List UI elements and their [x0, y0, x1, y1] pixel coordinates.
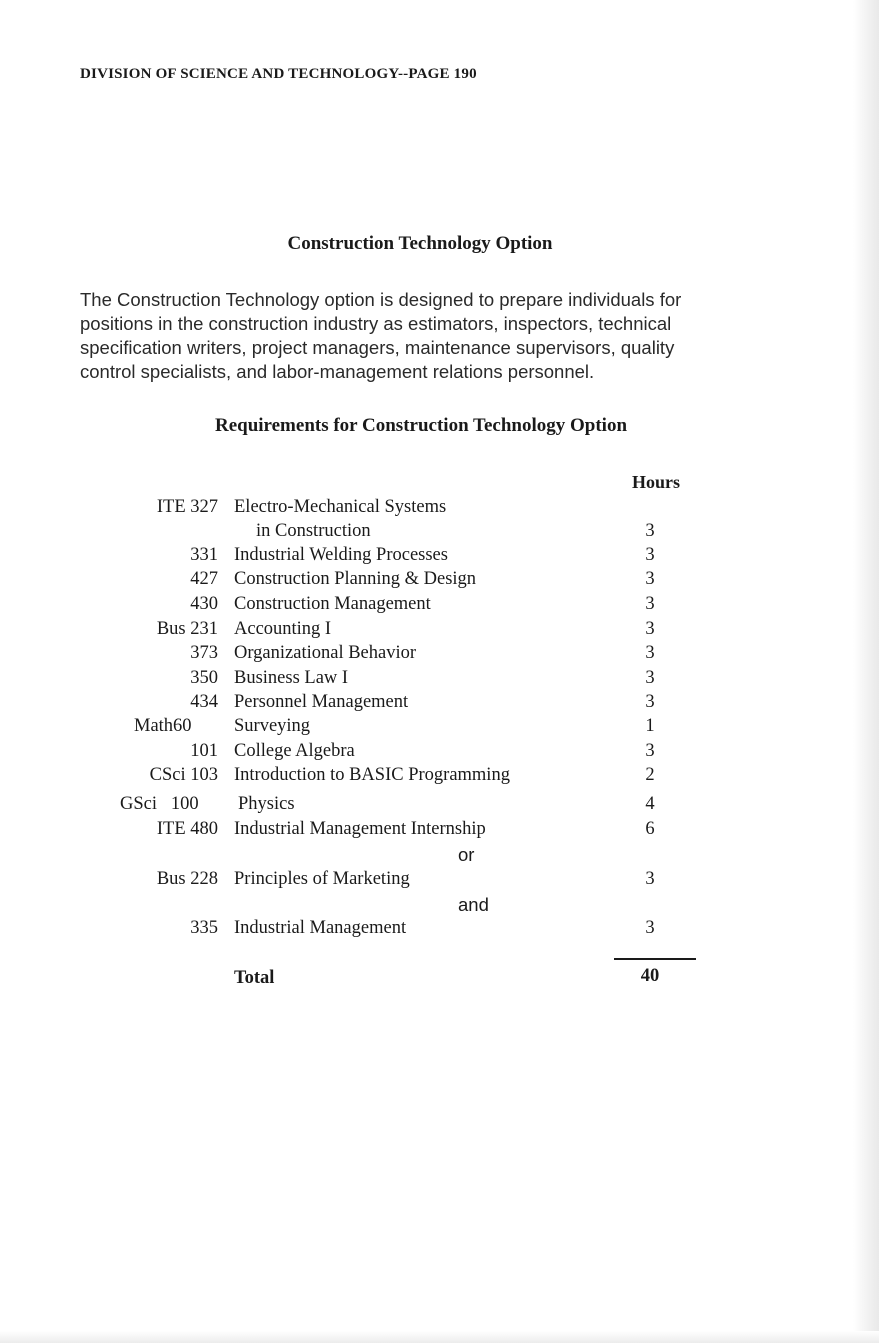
course-hours: 1 — [645, 716, 655, 736]
page-edge-shadow — [853, 0, 879, 1343]
course-title: Construction Management — [234, 594, 431, 614]
course-hours: 3 — [645, 918, 655, 938]
running-head: DIVISION OF SCIENCE AND TECHNOLOGY--PAGE 190 — [80, 66, 477, 82]
course-code: 101 — [190, 741, 218, 761]
course-title: Organizational Behavior — [234, 643, 417, 663]
description-paragraph — [80, 288, 765, 384]
course-hours: 3 — [645, 545, 655, 565]
course-code: Math60 — [134, 716, 192, 736]
paragraph-line: The Construction Technology option is designed to prepare individuals for — [80, 289, 682, 310]
course-title: Personnel Management — [234, 692, 409, 712]
course-title: in Construction — [256, 521, 371, 541]
course-hours: 3 — [645, 619, 655, 639]
course-hours: 3 — [645, 741, 655, 761]
course-code: 350 — [190, 668, 218, 688]
total-rule — [614, 958, 696, 960]
section-title: Construction Technology Option — [287, 233, 553, 254]
course-hours: 3 — [645, 869, 655, 889]
page-bottom-shadow — [0, 1331, 879, 1343]
course-hours: 2 — [645, 765, 655, 785]
course-hours: 3 — [645, 521, 655, 541]
course-code: 434 — [190, 692, 218, 712]
conjunction-and: and — [458, 894, 489, 915]
course-title: Introduction to BASIC Programming — [234, 765, 510, 785]
course-title: Construction Planning & Design — [234, 569, 477, 589]
course-title: Business Law I — [234, 668, 349, 688]
course-code: ITE 327 — [156, 497, 218, 517]
paragraph-line: positions in the construction industry as estimators, inspectors, technical — [80, 313, 672, 334]
course-hours: 3 — [645, 594, 655, 614]
course-title: College Algebra — [234, 741, 355, 761]
course-title: Industrial Management Internship — [234, 819, 486, 839]
requirements-heading: Requirements for Construction Technology Option — [214, 415, 628, 436]
course-hours: 3 — [645, 569, 655, 589]
course-title: Industrial Management — [234, 918, 407, 938]
course-hours: 4 — [645, 794, 655, 814]
course-title: Industrial Welding Processes — [234, 545, 448, 565]
course-code: ITE 480 — [156, 819, 218, 839]
course-code: 331 — [190, 545, 218, 565]
course-code: Bus 231 — [156, 619, 218, 639]
course-hours: 6 — [645, 819, 655, 839]
course-hours: 3 — [645, 692, 655, 712]
course-code: 427 — [190, 569, 218, 589]
course-hours: 3 — [645, 643, 655, 663]
course-code: 373 — [190, 643, 218, 663]
course-code: Bus 228 — [156, 869, 218, 889]
total-label: Total — [234, 968, 275, 988]
course-code: GSci 100 — [120, 794, 199, 814]
course-title: Electro-Mechanical Systems — [234, 497, 447, 517]
paragraph-line: specification writers, project managers, maintenance supervisors, quality — [80, 337, 675, 358]
hours-column-header: Hours — [632, 472, 681, 492]
conjunction-or: or — [458, 844, 475, 865]
course-code: 335 — [190, 918, 218, 938]
course-title: Accounting I — [234, 619, 332, 639]
paragraph-line: control specialists, and labor-management relations personnel. — [80, 361, 595, 382]
course-title: Physics — [238, 794, 295, 814]
course-code: CSci 103 — [149, 765, 218, 785]
course-title: Surveying — [234, 716, 311, 736]
total-hours: 40 — [640, 966, 660, 986]
course-code: 430 — [190, 594, 218, 614]
course-hours: 3 — [645, 668, 655, 688]
course-title: Principles of Marketing — [234, 869, 410, 889]
